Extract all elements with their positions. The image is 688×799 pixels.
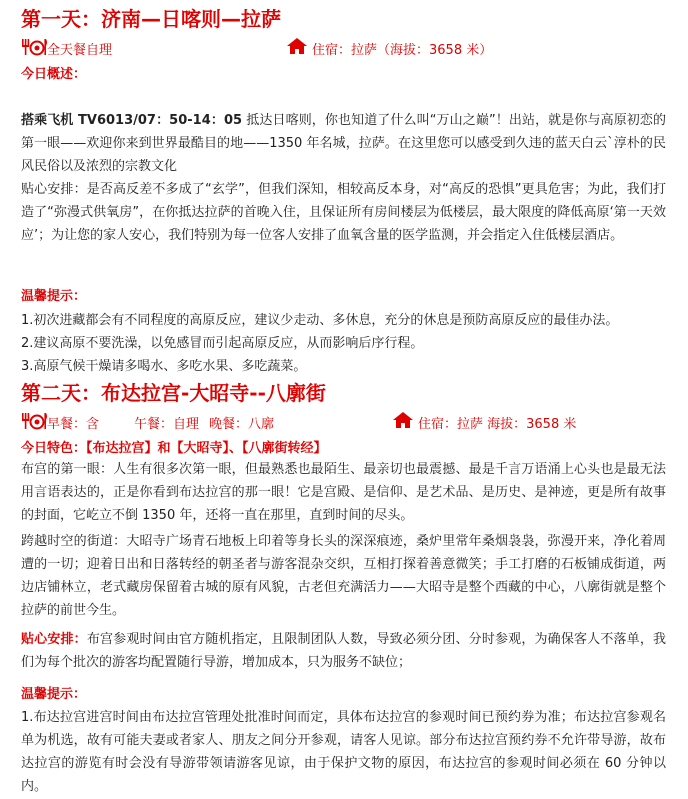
day2-feature-label: 今日特色： — [21, 441, 87, 456]
day1-overview — [21, 109, 666, 178]
house-icon — [392, 410, 414, 430]
day2-para1: 布宫的第一眼：人生有很多次第一眼，但最熟悉也最陌生、最亲切也最震撼、最是千言万语涌上心头也是最无法用言语表达的，正是你看到布达拉宫的那一眼！它是宫殿、是信仰、是艺术品、是历史、是神迹，更是所有故事的封面，它屹立不倒 1350 年，还将一直在那里，直到时间的尽头。 — [21, 462, 666, 523]
day2-para2: 跨越时空的街道：大昭寺广场青石地板上印着等身长头的深深痕迹，桑炉里常年桑烟袅袅，弥漫开来，净化着周遭的一切；迎着日出和日落转经的朝圣者与游客混杂交织，互相打探着善意微笑；手工打磨的石板铺成街道，两边店铺林立，老式藏房保留着古城的原有风貌，古老但充满活力——大昭寺是整个西藏的中心，八廓街就是整个拉萨的前世今生。 — [21, 534, 666, 618]
day2-care-text: 布宫参观时间由官方随机指定，且限制团队人数，导致必须分团、分时参观，为确保客人不落单，我们为每个批次的游客均配置随行导游，增加成本，只为服务不缺位； — [21, 632, 666, 670]
day1-tip-1: 1.初次进藏都会有不同程度的高原反应，建议少走动、多休息，充分的休息是预防高原反应的最佳办法。 — [21, 313, 619, 328]
meal-icon — [21, 411, 49, 431]
day2-lunch: 午餐：自理 — [134, 417, 200, 432]
day2-breakfast: 早餐：含 — [47, 417, 100, 432]
day1-overview-text: 抵达日喀则，你也知道了什么叫“万山之巅”！出站，就是你与高原初恋的第一眼——欢迎你来到世界最酷目的地——1350 年名城，拉萨。在这里您可以感受到久违的蓝天白云`淳朴的民风民俗以及浓烈的宗教文化 — [21, 113, 666, 174]
day2-info-row — [21, 411, 681, 433]
day1-flight-code: 搭乘飞机 TV6013/07：50-14：05 — [21, 113, 243, 128]
day1-lodging: 住宿：拉萨（海拔：3658 米） — [312, 43, 493, 58]
day1-overview-label: 今日概述： — [21, 67, 87, 82]
day2-lodging: 住宿：拉萨 海拔：3658 米 — [418, 417, 577, 432]
day2-title: 第二天：布达拉宫-大昭寺--八廓街 — [21, 381, 326, 405]
day1-title: 第一天：济南—日喀则—拉萨 — [21, 7, 281, 31]
day1-tips-label: 温馨提示： — [21, 289, 87, 304]
day2-dinner: 晚餐：八廓 — [209, 417, 275, 432]
day1-tip-2: 2.建议高原不要洗澡，以免感冒而引起高原反应，从而影响后序行程。 — [21, 336, 424, 351]
day1-meals: 全天餐自理 — [47, 43, 113, 58]
day2-tips-label: 温馨提示： — [21, 687, 87, 702]
house-icon — [286, 36, 308, 56]
day1-info-row — [21, 37, 681, 59]
day1-care: 贴心安排：是否高反差不多成了“玄学”，但我们深知，相较高反本身，对“高反的恐惧”更具危害；为此，我们打造了“弥漫式供氧房”，在你抵达拉萨的首晚入住，且保证所有房间楼层为低楼层，最大限度的降低高原‘第一天效应’；为让您的家人安心，我们特别为每一位客人安排了血氧含量的医学监测，并会指定入住低楼层酒店。 — [21, 182, 666, 243]
day2-feature-items: 【布达拉宫】和【大昭寺】、【八廓街转经】 — [86, 441, 327, 456]
day2-care-label: 贴心安排： — [21, 632, 87, 647]
day1-tip-3: 3.高原气候干燥请多喝水、多吃水果、多吃蔬菜。 — [21, 359, 307, 374]
day2-tips: 1.布达拉宫进宫时间由布达拉宫管理处批准时间而定，具体布达拉宫的参观时间已预约券为准；布达拉宫参观名单为机选，故有可能夫妻或者家人、朋友之间分开参观，请客人见谅。部分布达拉宫预约券不允许带导游，故布达拉宫的游览有时会没有导游带领请游客见谅，由于保护文物的原因，布达拉宫的参观时间必须在 60 分钟以内。 — [21, 710, 666, 794]
day2-feature — [21, 437, 327, 456]
day2-care — [21, 628, 666, 674]
meal-icon — [21, 37, 49, 57]
